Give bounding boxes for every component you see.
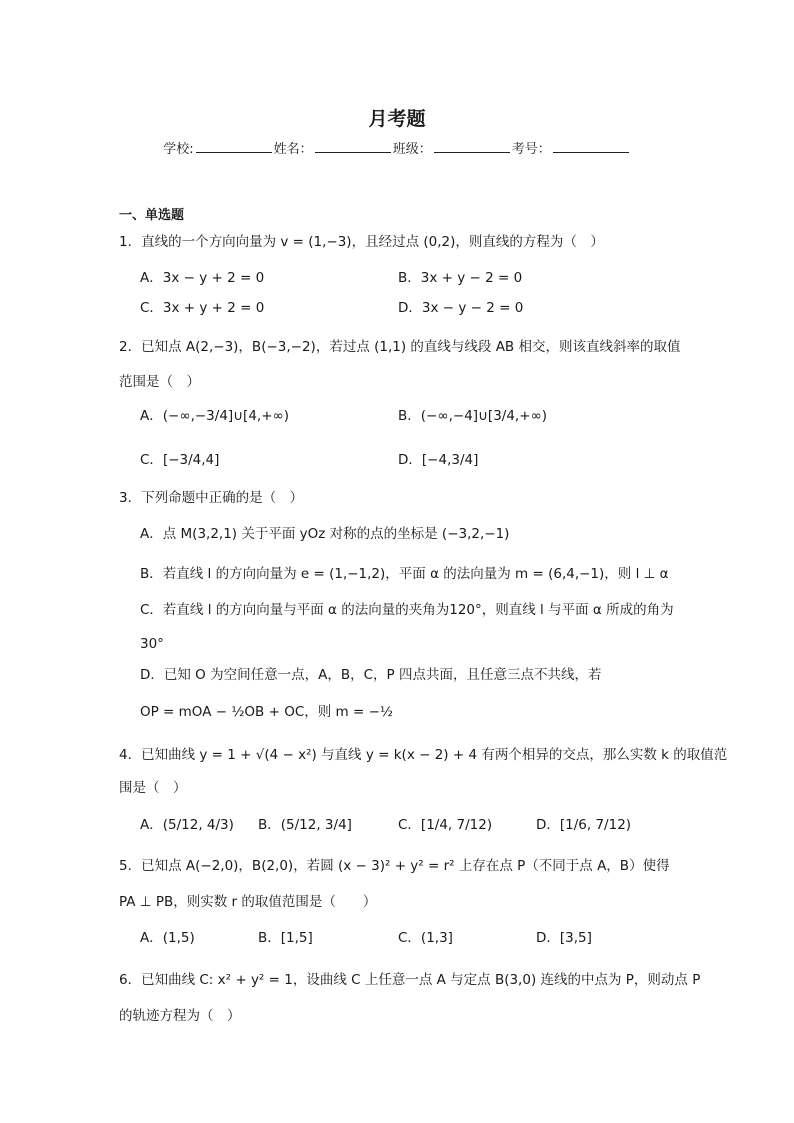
- school-blank[interactable]: [196, 140, 272, 153]
- q2-option-b: [398, 406, 547, 426]
- q1-option-b: B．3x + y − 2 = 0: [398, 270, 523, 286]
- q2-stem-line1: 2．已知点 A(2,−3)，B(−3,−2)，若过点 (1,1) 的直线与线段 AB 相交，则该直线斜率的取值: [119, 339, 681, 355]
- q5-option-d: D．[3,5]: [536, 930, 592, 946]
- q4-option-d: D．[1/6, 7/12): [536, 817, 632, 833]
- q3-stem: 3．下列命题中正确的是（ ）: [119, 490, 304, 506]
- q1-option-a: A．3x − y + 2 = 0: [140, 270, 265, 286]
- q3-option-d-line1: D．已知 O 为空间任意一点，A，B，C，P 四点共面，且任意三点不共线，若: [140, 667, 602, 683]
- q2-option-d-label: D．: [398, 452, 422, 468]
- q1-option-d: D．3x − y − 2 = 0: [398, 300, 524, 316]
- q4-stem-line2: 围是（ ）: [119, 780, 187, 796]
- q6-stem-line1: 6．已知曲线 C: x² + y² = 1，设曲线 C 上任意一点 A 与定点 B(3,0) 连线的中点为 P，则动点 P: [119, 972, 701, 988]
- q3-option-d-line2: OP = mOA − ½OB + OC，则 m = −½: [140, 704, 393, 720]
- school-label: 学校:: [163, 142, 194, 157]
- q4-option-a: A．(5/12, 4/3): [140, 817, 234, 833]
- student-info-line: [0, 138, 794, 157]
- q2-option-c: [140, 450, 219, 470]
- q5-option-c: C．(1,3]: [398, 930, 453, 946]
- q3-option-c-line1: C．若直线 l 的方向向量与平面 α 的法向量的夹角为120°，则直线 l 与平面 α 所成的角为: [140, 602, 674, 618]
- q2-option-c-label: C．: [140, 452, 163, 468]
- class-label: 班级：: [392, 142, 432, 157]
- q5-option-b: B．[1,5]: [258, 930, 313, 946]
- id-blank[interactable]: [553, 140, 629, 153]
- q2-option-d: [398, 450, 478, 470]
- q5-stem-line2: PA ⊥ PB，则实数 r 的取值范围是（ ）: [119, 894, 377, 910]
- q6-stem-line2: 的轨迹方程为（ ）: [119, 1008, 241, 1024]
- q1-stem: 1．直线的一个方向向量为 v = (1,−3)，且经过点 (0,2)，则直线的方程为（ ）: [119, 234, 604, 250]
- q4-stem-line1: 4．已知曲线 y = 1 + √(4 − x²) 与直线 y = k(x − 2) + 4 有两个相异的交点，那么实数 k 的取值范: [119, 747, 728, 763]
- q2-option-d-text: [−4,3/4]: [421, 452, 479, 468]
- q1-option-c: C．3x + y + 2 = 0: [140, 300, 265, 316]
- q3-option-a: A．点 M(3,2,1) 关于平面 yOz 对称的点的坐标是 (−3,2,−1): [140, 526, 510, 542]
- q2-option-c-text: [−3/4,4]: [162, 452, 220, 468]
- name-blank[interactable]: [315, 140, 391, 153]
- q2-option-a-label: A．: [140, 408, 163, 424]
- name-label: 姓名：: [273, 142, 313, 157]
- q2-stem-line2: 范围是（ ）: [119, 374, 200, 390]
- q3-option-c-line2: 30°: [140, 636, 164, 652]
- class-blank[interactable]: [434, 140, 510, 153]
- q4-option-b: B．(5/12, 3/4]: [258, 817, 352, 833]
- q2-option-b-text: (−∞,−4]∪[3/4,+∞): [420, 408, 548, 424]
- q3-option-b: B．若直线 l 的方向向量为 e = (1,−1,2)，平面 α 的法向量为 m = (6,4,−1)，则 l ⊥ α: [140, 566, 669, 582]
- section-title: 一、单选题: [119, 208, 185, 223]
- id-label: 考号：: [511, 142, 551, 157]
- q5-stem-line1: 5．已知点 A(−2,0)，B(2,0)，若圆 (x − 3)² + y² = r² 上存在点 P（不同于点 A，B）使得: [119, 858, 670, 874]
- q2-option-a-text: (−∞,−3/4]∪[4,+∞): [162, 408, 290, 424]
- page-title: 月考题: [368, 108, 426, 130]
- q2-option-b-label: B．: [398, 408, 421, 424]
- q4-option-c: C．[1/4, 7/12): [398, 817, 493, 833]
- q5-option-a: A．(1,5): [140, 930, 195, 946]
- q2-option-a: [140, 406, 289, 426]
